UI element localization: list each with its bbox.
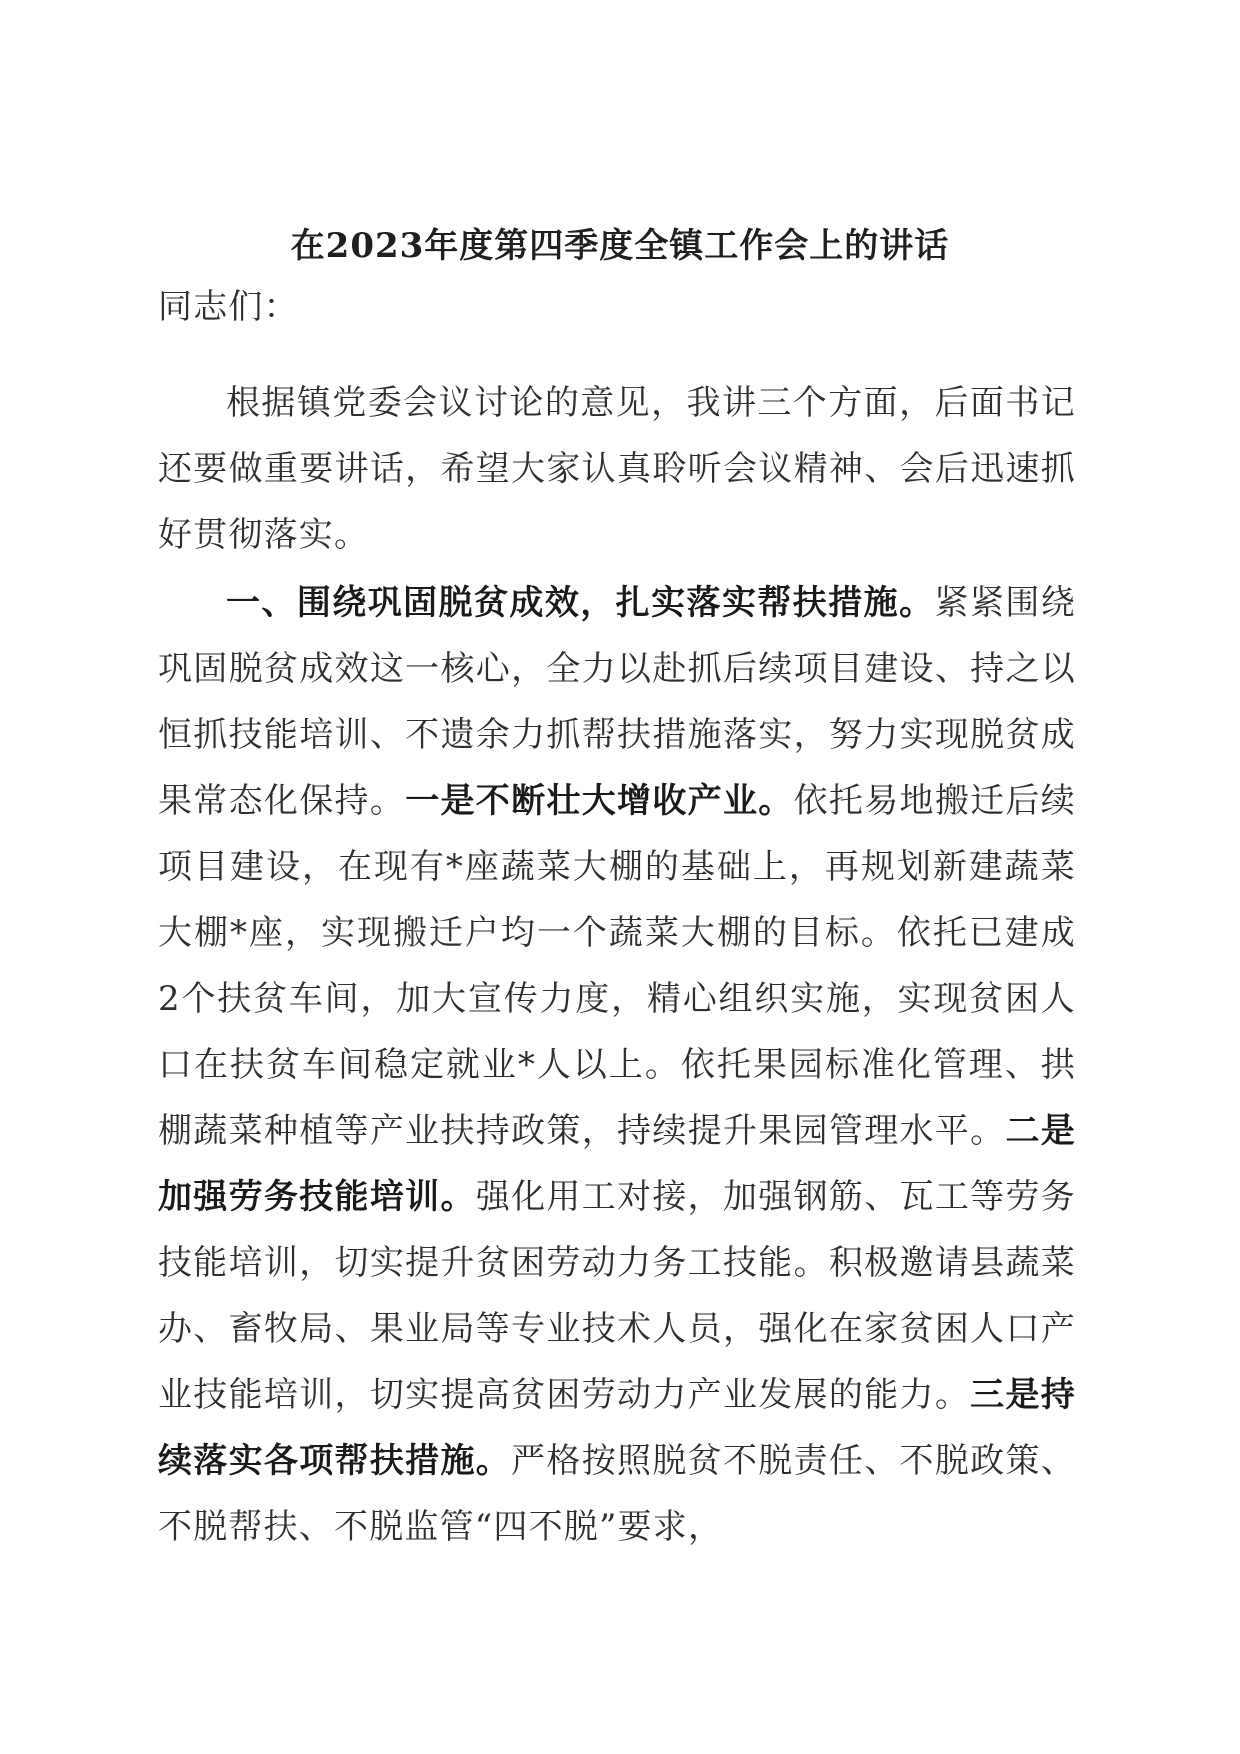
intro-paragraph: 根据镇党委会议讨论的意见，我讲三个方面，后面书记还要做重要讲话，希望大家认真聆听会议精神、会后迅速抓好贯彻落实。 — [158, 383, 1076, 555]
point-3-heading: 三是持续落实各项帮扶措施。 — [158, 1375, 1076, 1481]
document-title: 在2023年度第四季度全镇工作会上的讲话 — [290, 226, 950, 266]
section-1-heading: 一、围绕巩固脱贫成效，扎实落实帮扶措施。 — [226, 583, 935, 623]
point-3-text: 严格按照脱贫不脱责任、不脱政策、不脱帮扶、不脱监管“四不脱”要求， — [158, 1441, 1077, 1547]
point-1-text: 依托易地搬迁后续项目建设，在现有*座蔬菜大棚的基础上，再规划新建蔬菜大棚*座，实现搬迁户均一个蔬菜大棚的目标。依托已建成2个扶贫车间，加大宣传力度，精心组织实施，实现贫困人口在扶贫车间稳定就业*人以上。依托果园标准化管理、拱棚蔬菜种植等产业扶持政策，持续提升果园管理水平。 — [158, 781, 1077, 1151]
section-1-lead: 紧紧围绕巩固脱贫成效这一核心，全力以赴抓后续项目建设、持之以恒抓技能培训、不遗余力抓帮扶措施落实，努力实现脱贫成果常态化保持。 — [158, 583, 1076, 821]
section-1-paragraph — [158, 570, 1076, 1560]
point-2-heading: 二是加强劳务技能培训。 — [158, 1111, 1076, 1217]
point-1-heading: 一是不断壮大增收产业。 — [405, 781, 794, 821]
point-2-text: 强化用工对接，加强钢筋、瓦工等劳务技能培训，切实提升贫困劳动力务工技能。积极邀请县蔬菜办、畜牧局、果业局等专业技术人员，强化在家贫困人口产业技能培训，切实提高贫困劳动力产业发展的能力。 — [158, 1177, 1076, 1415]
salutation: 同志们： — [158, 287, 299, 327]
